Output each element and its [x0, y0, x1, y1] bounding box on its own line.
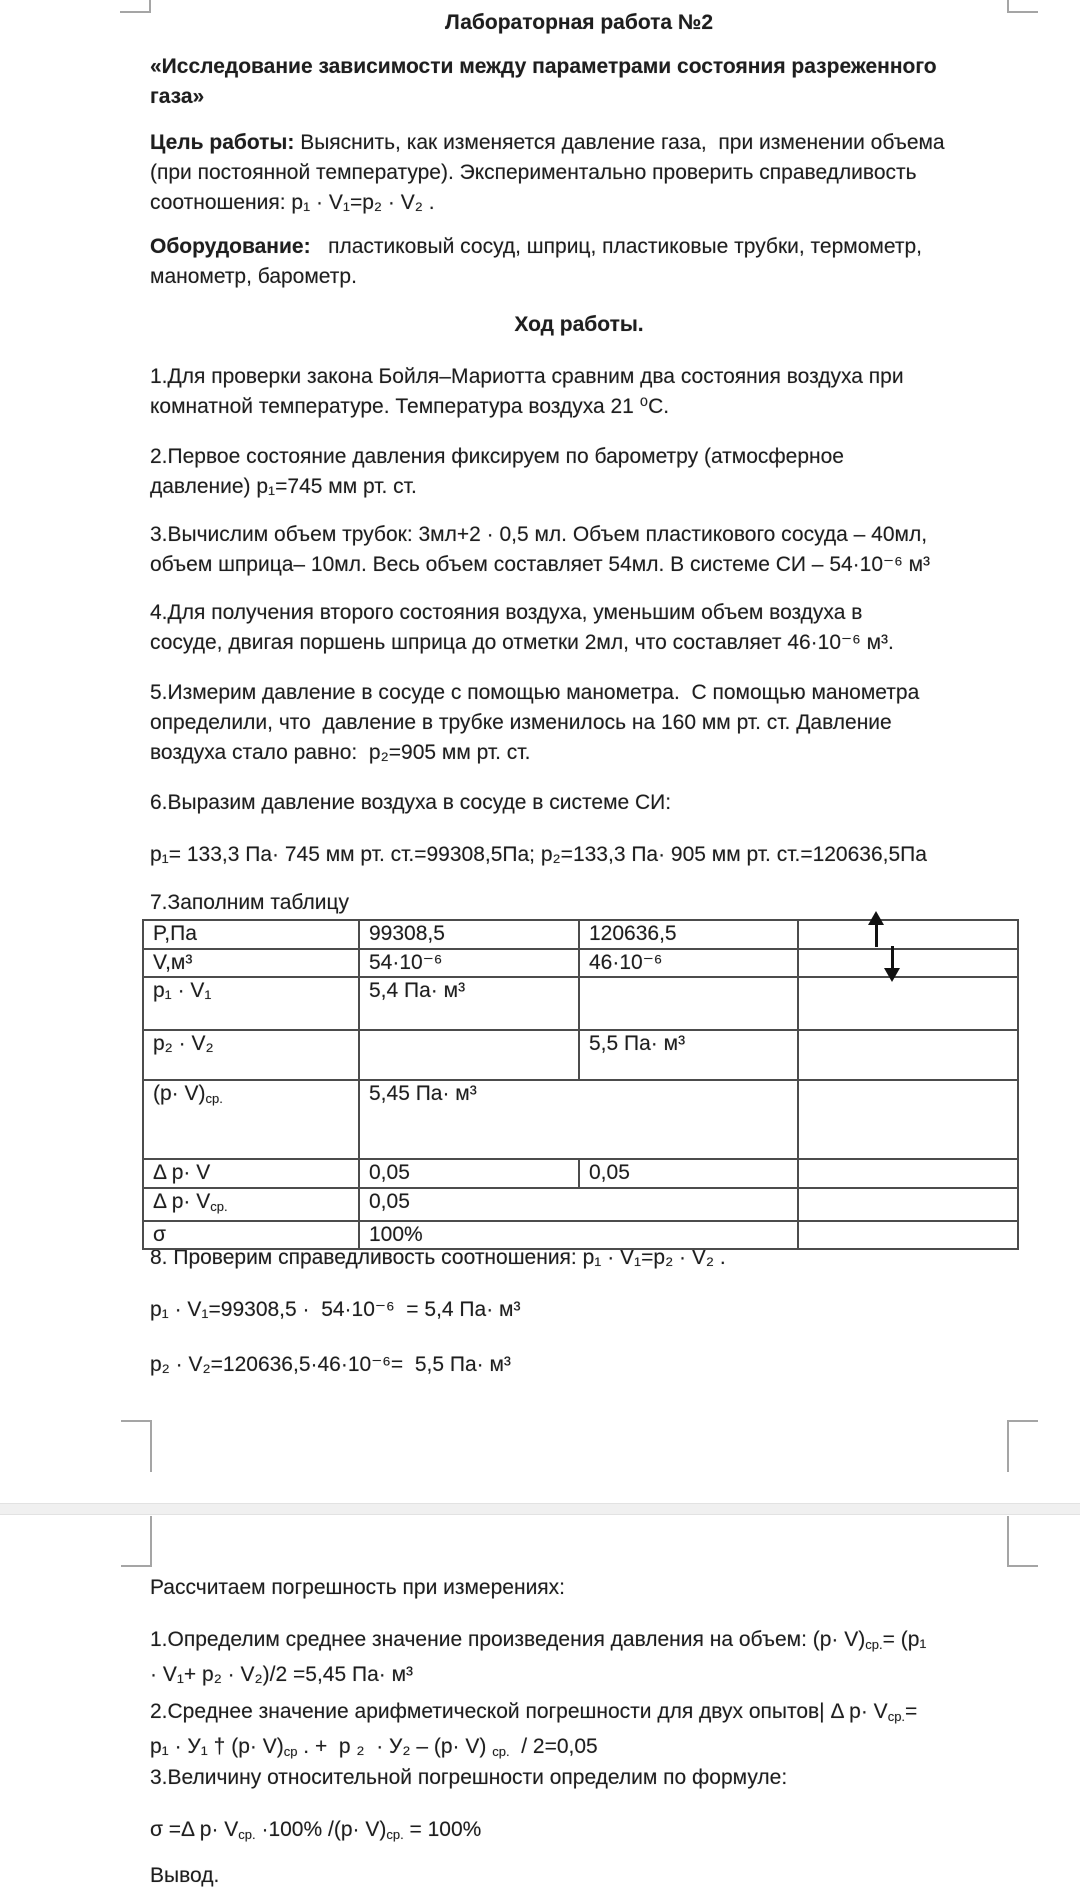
table-cell: $(p\cdot V)_{ср.}$ [143, 1080, 359, 1159]
table-cell [798, 1188, 1018, 1221]
step-3: 3.Вычислим объем трубок: 3мл+2 · 0,5 мл. Объем пластикового сосуда – 40мл, объем шприца– 10мл. Весь объем составляет 54мл. В системе СИ – 54·10⁻⁶ м³ [150, 523, 931, 576]
error-heading: Рассчитаем погрешность при измерениях: [150, 1576, 566, 1599]
crop-mark-page1-bottom-right [1007, 1420, 1038, 1472]
table-cell: 5,5 Па· м³ [579, 1030, 798, 1080]
table-row [143, 1030, 1018, 1080]
crop-mark-page2-top-right [1007, 1516, 1038, 1567]
procedure-heading: Ход работы. [514, 313, 644, 336]
crop-mark-page1-top-left [120, 0, 151, 13]
check-formula-2: p₂ · V₂=120636,5·46·10⁻⁶= 5,5 Па· м³ [150, 1353, 511, 1376]
error-step-2: 2.Среднее значение арифметической погрешности для двух опытов| Δ $p\cdot V_{ср.}=$ p₁ · У₁ † $(p\cdot V)_{ср}$ . + p ₂ · У₂ – (p· V) $_{ср.}$ / 2=0,05 [150, 1700, 918, 1759]
step-8: 8. Проверим справедливость соотношения: p₁ · V₁=p₂ · V₂ . [150, 1246, 726, 1269]
table-cell: p₁ · V₁ [143, 977, 359, 1030]
step-4: 4.Для получения второго состояния воздуха, уменьшим объем воздуха в сосуде, двигая поршень шприца до отметки 2мл, что составляет 46·10⁻⁶ м³. [150, 601, 894, 654]
table-cell [798, 949, 1018, 977]
arrow-up-icon [868, 911, 884, 947]
table-cell: P,Па [143, 920, 359, 949]
table-cell [798, 1080, 1018, 1159]
table-row [143, 1188, 1018, 1221]
table-cell [359, 1030, 579, 1080]
table-row [143, 1080, 1018, 1159]
table-cell: 0,05 [359, 1188, 798, 1221]
error-step-1: 1.Определим среднее значение произведения давления на объем: $(p\cdot V)_{ср.}= (p_1$ · V₁+ p₂ · V₂)/2 =5,45 Па· м³ [150, 1628, 927, 1686]
table-cell: 0,05 [579, 1159, 798, 1188]
conclusion-label: Вывод. [150, 1864, 220, 1887]
table-cell: 46·10⁻⁶ [579, 949, 798, 977]
step-6: 6.Выразим давление воздуха в сосуде в системе СИ: [150, 791, 672, 814]
step-6-formula: p₁= 133,3 Па· 745 мм рт. ст.=99308,5Па; p₂=133,3 Па· 905 мм рт. ст.=120636,5Па [150, 843, 927, 866]
table-cell [798, 1159, 1018, 1188]
check-formula-1: p₁ · V₁=99308,5 · 54·10⁻⁶ = 5,4 Па· м³ [150, 1298, 521, 1321]
step-5: 5.Измерим давление в сосуде с помощью манометра. С помощью манометра определили, что давление в трубке изменилось на 160 мм рт. ст. Давление воздуха стало равно: p₂=905 мм рт. ст. [150, 681, 920, 764]
table-row [143, 1221, 1018, 1249]
table-cell: σ [143, 1221, 359, 1249]
step-7: 7.Заполним таблицу [150, 891, 349, 914]
step-1: 1.Для проверки закона Бойля–Мариотта сравним два состояния воздуха при комнатной температуре. Температура воздуха 21 ⁰С. [150, 365, 904, 418]
table-cell [798, 1221, 1018, 1249]
table-row [143, 1159, 1018, 1188]
table-cell: 0,05 [359, 1159, 579, 1188]
table-cell: 120636,5 [579, 920, 798, 949]
equipment-paragraph: Оборудование: пластиковый сосуд, шприц, пластиковые трубки, термометр, манометр, барометр. [150, 235, 922, 288]
page-separator [0, 1503, 1080, 1515]
goal-paragraph: Цель работы: Выяснить, как изменяется давление газа, при изменении объема (при постоянной температуре). Экспериментально проверить справедливость соотношения: p₁ · V₁=p₂ · V₂ . [150, 131, 945, 214]
crop-mark-page2-top-left [121, 1516, 152, 1567]
table-cell: 99308,5 [359, 920, 579, 949]
crop-mark-page1-top-right [1007, 0, 1038, 13]
table-row [143, 920, 1018, 949]
table-cell [579, 977, 798, 1030]
arrow-down-icon [884, 946, 900, 982]
error-step-3: 3.Величину относительной погрешности определим по формуле: [150, 1766, 788, 1789]
table-cell: Δ p· V [143, 1159, 359, 1188]
table-cell [798, 977, 1018, 1030]
table-cell: 5,4 Па· м³ [359, 977, 579, 1030]
table-cell: Δ $p\cdot V_{ср.}$ [143, 1188, 359, 1221]
table-cell: 100% [359, 1221, 798, 1249]
table-cell: p₂ · V₂ [143, 1030, 359, 1080]
table-cell [798, 1030, 1018, 1080]
table-row [143, 977, 1018, 1030]
crop-mark-page1-bottom-left [121, 1420, 152, 1472]
doc-title: Лабораторная работа №2 [444, 11, 714, 34]
table-cell: 5,45 Па· м³ [359, 1080, 798, 1159]
step-2: 2.Первое состояние давления фиксируем по барометру (атмосферное давление) p₁=745 мм рт. ст. [150, 445, 844, 498]
table-cell: 54·10⁻⁶ [359, 949, 579, 977]
doc-subtitle: «Исследование зависимости между параметрами состояния разреженного газа» [150, 55, 937, 108]
table-cell [798, 920, 1018, 949]
table-cell: V,м³ [143, 949, 359, 977]
sigma-formula: σ =Δ $p\cdot V_{ср.} \cdot 100\%$ $/(p\cdot V)_{ср.} = 100\%$ [150, 1818, 482, 1842]
